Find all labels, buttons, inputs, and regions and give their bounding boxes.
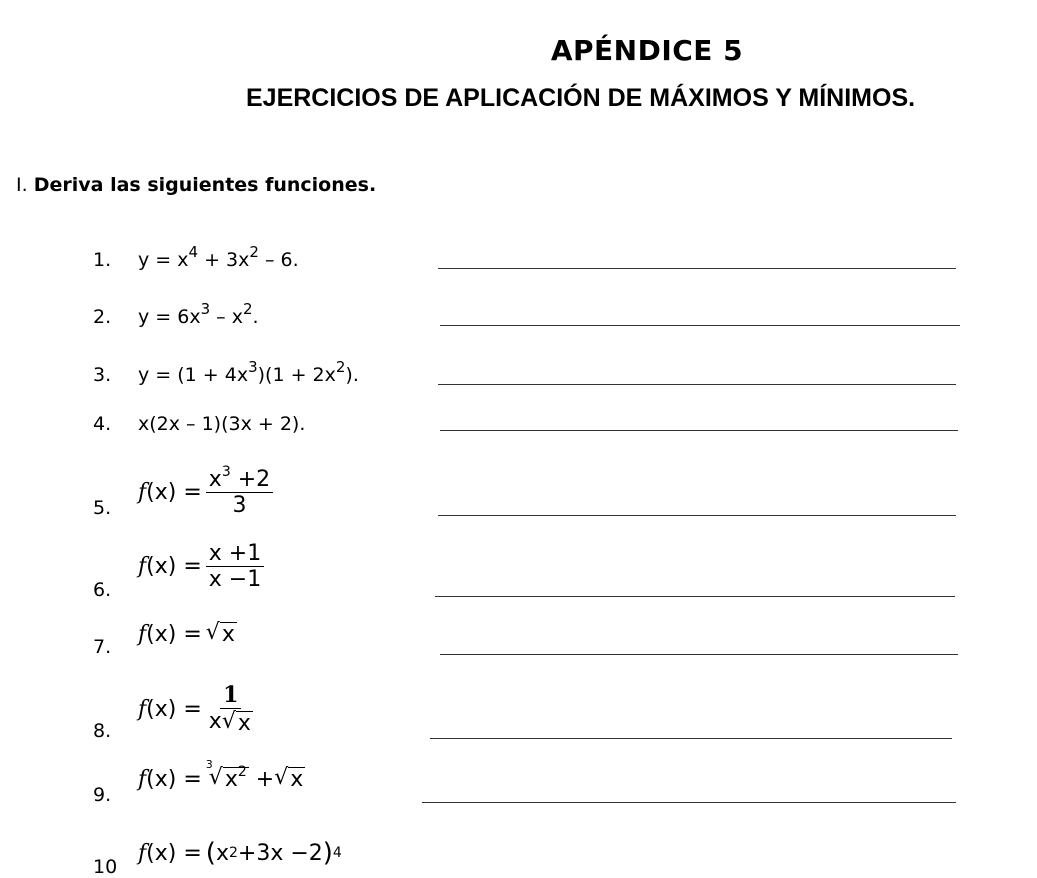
exercise-number: 7. — [93, 636, 112, 658]
answer-line[interactable] — [422, 802, 956, 803]
exercise-expression: $y = x^4 + 3x^2 - 6$. — [138, 243, 299, 271]
exercise-number: 1. — [93, 249, 112, 271]
exercise-number: 6. — [93, 579, 112, 601]
answer-line[interactable] — [440, 430, 958, 431]
exercise-number: 5. — [93, 497, 112, 519]
exercise-expression: f (x) = $\frac{x +1}{x -1}$ — [138, 542, 264, 591]
page-subtitle: EJERCICIOS DE APLICACIÓN DE MÁXIMOS Y MÍNIMOS. — [246, 84, 916, 112]
answer-line[interactable] — [438, 515, 956, 516]
exercise-number: 2. — [93, 306, 112, 328]
answer-line[interactable] — [430, 738, 952, 739]
exercise-number: 9. — [93, 784, 112, 806]
exercise-expression: $y = 6x^3 - x^2$. — [138, 300, 259, 328]
exercise-expression: f (x) = 3 √ $x^2$ + √ x — [138, 758, 304, 793]
answer-line[interactable] — [440, 325, 960, 326]
section-label: Deriva las siguientes funciones. — [33, 174, 377, 196]
exercise-number: 8. — [93, 720, 112, 742]
exercise-expression: f (x) = ( x 2 +3x −2 ) 4 — [138, 838, 342, 868]
answer-line[interactable] — [438, 268, 956, 269]
answer-line[interactable] — [435, 596, 955, 597]
exercise-expression: f (x) = √ x — [138, 620, 235, 648]
exercise-expression: x(2x – 1)(3x + 2). — [138, 413, 306, 435]
section-roman: I. — [16, 174, 28, 196]
exercise-expression: f (x) = $\frac{x^3 +2}{3}$ — [138, 468, 273, 517]
answer-line[interactable] — [440, 654, 958, 655]
page-title: APÉNDICE 5 — [550, 34, 744, 67]
exercise-number: 10 — [93, 856, 118, 878]
answer-line[interactable] — [438, 384, 956, 385]
exercise-number: 3. — [93, 364, 112, 386]
section-heading — [16, 174, 376, 196]
exercise-number: 4. — [93, 413, 112, 435]
exercise-expression: f (x) = 1 x √ x — [138, 682, 251, 737]
exercise-expression: $y = (1 + 4x^3)(1 + 2x^2)$. — [138, 358, 359, 386]
